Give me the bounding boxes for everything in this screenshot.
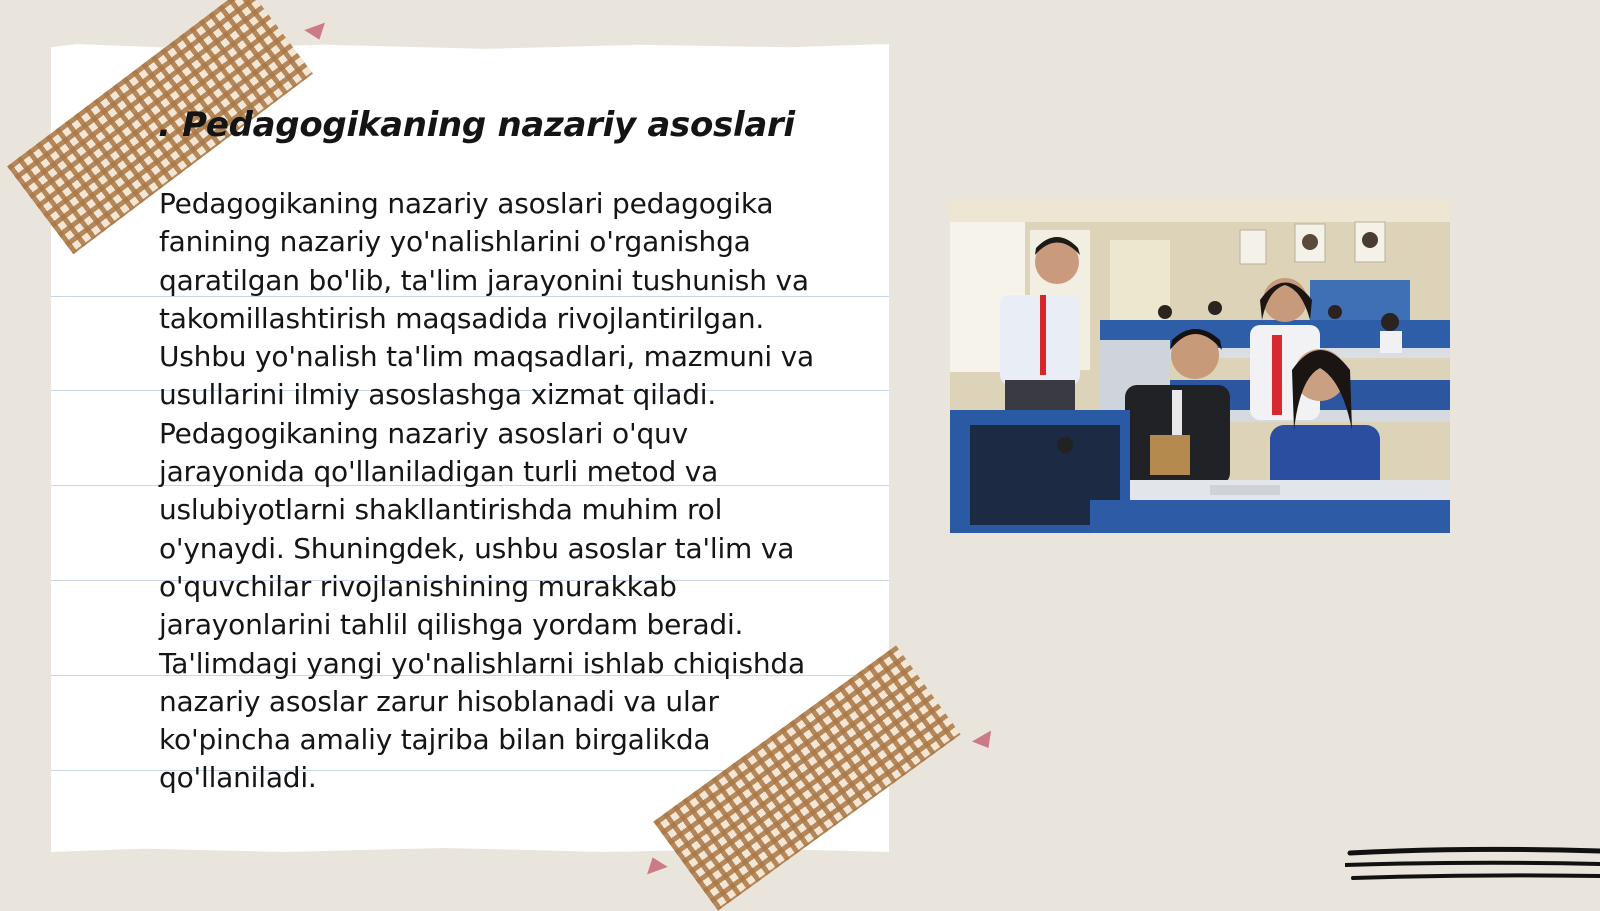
classroom-photo <box>950 200 1450 533</box>
tape-corner-icon <box>642 854 667 875</box>
tape-corner-icon <box>304 23 329 44</box>
slide-body-text: Pedagogikaning nazariy asoslari pedagogika fanining nazariy yo'nalishlarini o'rganishga qaratilgan bo'lib, ta'lim jarayonini tushunish va takomillashtirish maqsadida rivojlantirilgan. Ushbu yo'nalish ta'lim maqsadlari, mazmuni va usullarini ilmiy asoslashga xizmat qiladi. Pedagogikaning nazariy asoslari o'quv jarayonida qo'llaniladigan turli metod va uslubiyotlarni shakllantirishda muhim rol o'ynaydi. Shuningdek, ushbu asoslar ta'lim va o'quvchilar rivojlanishining murakkab jarayonlarini tahlil qilishga yordam beradi. Ta'limdagi yangi yo'nalishlarni ishlab chiqishda nazariy asoslar zarur hisoblanadi va ular ko'pincha amaliy tajriba bilan birgalikda qo'llaniladi. <box>159 187 814 795</box>
decorative-lines <box>1345 845 1600 890</box>
slide-title: . Pedagogikaning nazariy asoslari <box>158 105 795 145</box>
tape-corner-icon <box>972 730 998 753</box>
